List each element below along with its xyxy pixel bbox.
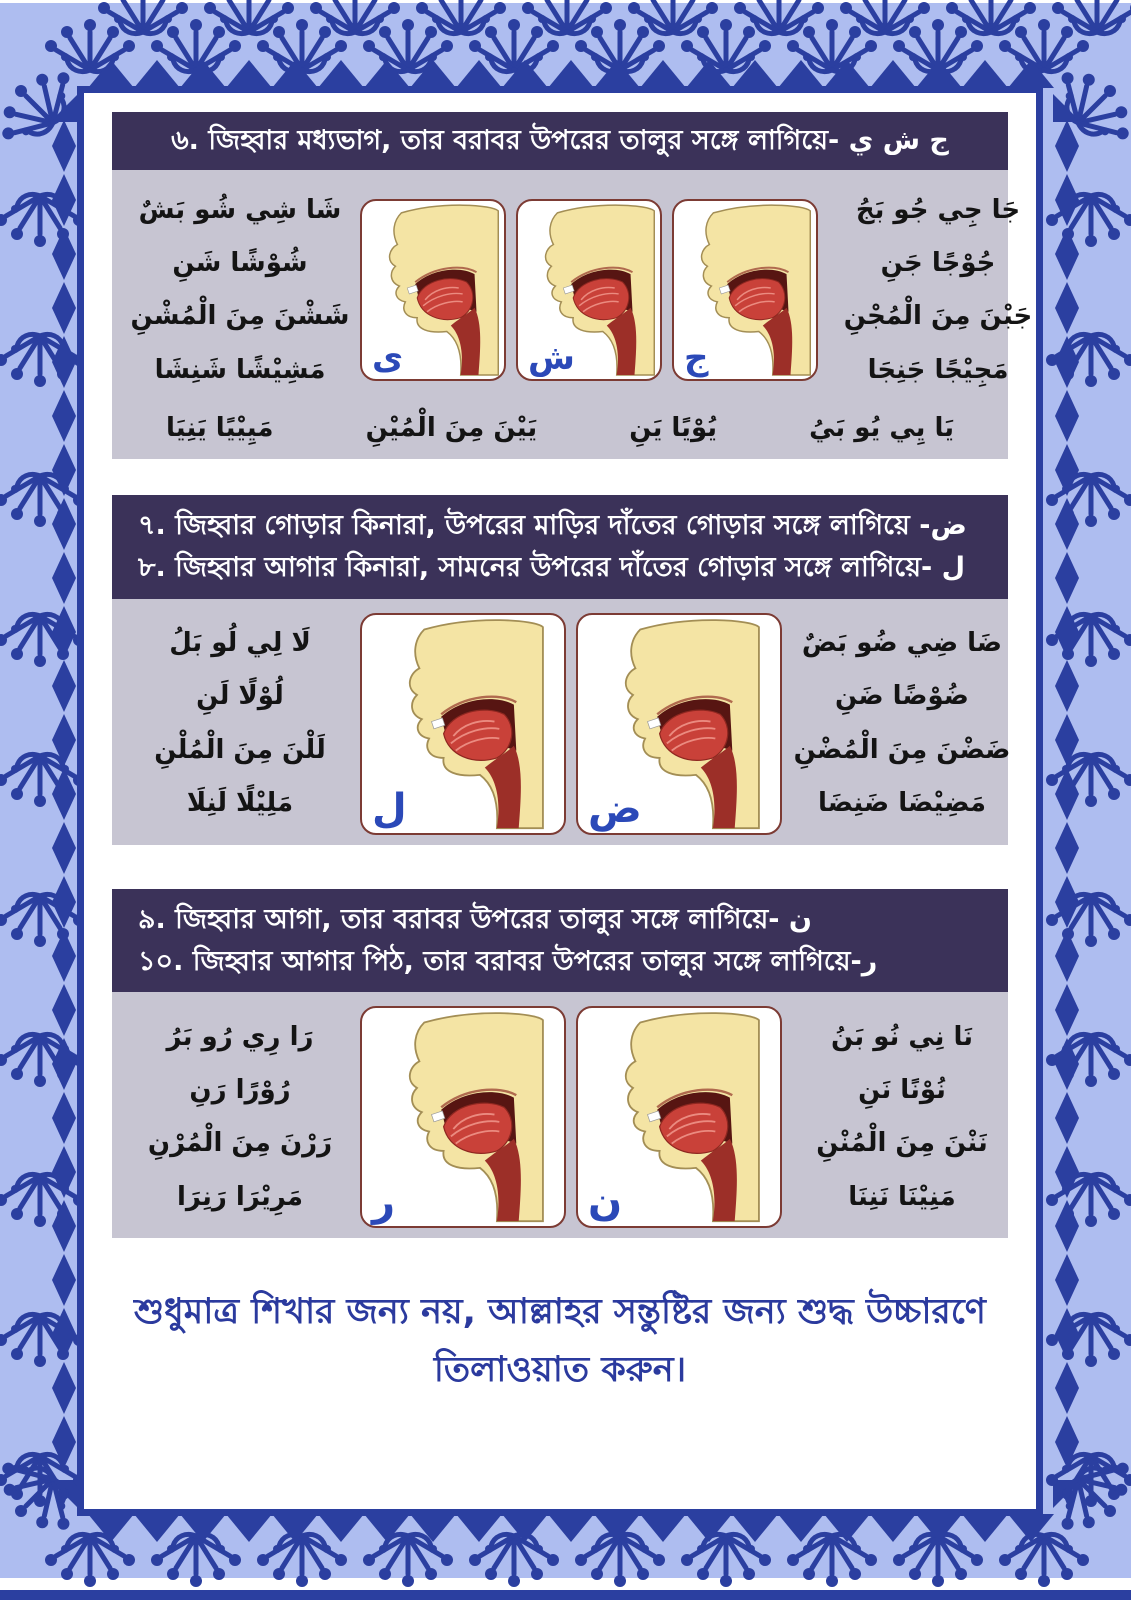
arabic-word-line: يَيْنَ مِنَ الْمُيْنِ (365, 413, 538, 444)
arabic-word-line: مَضِيْضَا ضَنِضَا (818, 788, 986, 819)
section-9-header-text: ৯. জিহ্বার আগা, তার বরাবর উপরের তালুর সঙ্গে লাগিয়ে- ن (138, 903, 812, 935)
mouth-diagram-card (516, 199, 662, 381)
section-7-8 (112, 495, 1011, 845)
arabic-word-line: مَشِيْشًا شَنِشَا (154, 354, 326, 385)
arabic-word-line: ضَا ضِي ضُو بَضٌ (801, 628, 1003, 659)
section-6-right-words (824, 184, 1052, 397)
arabic-word-line: جَبْنَ مِنَ الْمُجْنِ (843, 301, 1033, 332)
arabic-word-line: مَجِيْجًا جَنِجَا (867, 354, 1009, 385)
arabic-letter-label: ج (684, 338, 709, 379)
section-9-10-header (112, 889, 1008, 993)
section-9-10 (112, 889, 1008, 1239)
section-7-8-left-words (126, 617, 354, 830)
arabic-word-line: يَا يِي يُو بَيُ (809, 413, 954, 444)
arabic-word-line: رَا رِي رُو بَرُ (166, 1021, 314, 1052)
arabic-word-line: لَا لِي لُو بَلُ (169, 628, 311, 659)
section-9-10-panel (112, 992, 1008, 1238)
content-area (77, 86, 1043, 1516)
arabic-letter-label: ى (372, 338, 404, 379)
arabic-letter-label: ش (528, 338, 575, 379)
arabic-word-line: يُوْيًا يَنِ (629, 413, 718, 444)
arabic-word-line: مَرِيْرَا رَنِرَا (177, 1181, 303, 1212)
arabic-word-line: نَنْنَ مِنَ الْمُنْنِ (816, 1128, 988, 1159)
arabic-word-line: جَا جِي جُو بَجُ (855, 194, 1021, 225)
section-6 (112, 112, 1033, 459)
arabic-word-line: مَنِيْنَا نَنِنَا (848, 1181, 956, 1212)
section-6-header-text: ৬. জিহ্বার মধ্যভাগ, তার বরাবর উপরের তালুর সঙ্গে লাগিয়ে- ج ش ي (171, 125, 949, 156)
arabic-letter-label: ض (588, 785, 642, 832)
arabic-word-line: شُوْشًا شَنِ (172, 248, 308, 279)
section-10-header-text: ১০. জিহ্বার আগার পিঠ, তার বরাবর উপরের তালুর সঙ্গে লাগিয়ে-ر (138, 945, 878, 977)
mouth-diagram-card (576, 613, 782, 835)
section-6-panel (112, 170, 1033, 459)
section-9-10-right-words (788, 1011, 1016, 1224)
section-7-8-panel (112, 599, 1011, 845)
section-7-8-header (112, 495, 1008, 599)
arabic-word-line: مَلِيْلًا لَنِلَا (186, 788, 294, 819)
arabic-word-line: رُوْرًا رَنِ (189, 1075, 291, 1106)
arabic-word-line: جُوْجًا جَنِ (880, 248, 996, 279)
section-7-8-diagrams (360, 613, 782, 835)
section-7-8-right-words (788, 617, 1016, 830)
section-7-header-text: ৭. জিহ্বার গোড়ার কিনারা, উপরের মাড়ির দাঁতের গোড়ার সঙ্গে লাগিয়ে -ض (138, 510, 967, 542)
arabic-word-line: شَشْنَ مِنَ الْمُشْنِ (130, 301, 350, 332)
section-9-10-left-words (126, 1011, 354, 1224)
section-6-bottom-words (126, 397, 994, 449)
arabic-word-line: نُوْنًا نَنِ (858, 1075, 946, 1106)
arabic-word-line: ضَضْنَ مِنَ الْمُضْنِ (793, 734, 1011, 765)
arabic-word-line: رَرْنَ مِنَ الْمُرْنِ (147, 1128, 333, 1159)
section-6-left-words (126, 184, 354, 397)
mouth-diagram-card (672, 199, 818, 381)
arabic-letter-label: ر (372, 1179, 396, 1226)
arabic-letter-label: ن (588, 1179, 623, 1226)
arabic-letter-label: ل (372, 785, 407, 832)
mouth-diagram-card (360, 1006, 566, 1228)
section-6-header (112, 112, 1008, 170)
arabic-word-line: لُوْلًا لَنِ (196, 681, 284, 712)
footer-message: শুধুমাত্র শিখার জন্য নয়, আল্লাহর সন্তুষ্টির জন্য শুদ্ধ উচ্চারণে তিলাওয়াত করুন। (134, 1292, 986, 1391)
mouth-diagram-card (360, 613, 566, 835)
arabic-word-line: نَا نِي نُو بَنُ (831, 1021, 973, 1052)
mouth-diagram-card (360, 199, 506, 381)
section-8-header-text: ৮. জিহ্বার আগার কিনারা, সামনের উপরের দাঁতের গোড়ার সঙ্গে লাগিয়ে- ل (138, 551, 966, 583)
arabic-word-line: لَلْنَ مِنَ الْمُلْنِ (154, 734, 326, 765)
mouth-diagram-card (576, 1006, 782, 1228)
arabic-word-line: شَا شِي شُو بَشٌ (138, 194, 342, 225)
arabic-word-line: ضُوْضًا ضَنِ (835, 681, 969, 712)
section-6-diagrams (360, 199, 818, 381)
arabic-word-line: مَيِيْيًا يَنِيَا (166, 413, 274, 444)
section-9-10-diagrams (360, 1006, 782, 1228)
